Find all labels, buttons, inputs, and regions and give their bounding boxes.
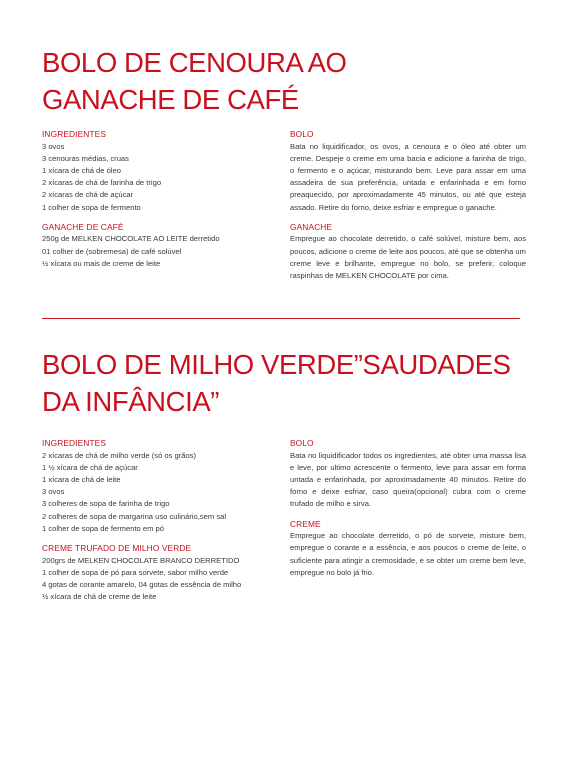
title-line: GANACHE DE CAFÉ xyxy=(42,84,299,115)
method-heading: GANACHE xyxy=(290,221,333,232)
sub-ingredient-item: 1 colher de sopa de pó para sorvete, sabor milho verde xyxy=(42,567,229,577)
ingredient-item: 2 xícaras de chá de farinha de trigo xyxy=(42,178,162,188)
ingredient-item: 3 ovos xyxy=(42,487,65,497)
method-text: Bata no liquidificador, os ovos, a cenoura e o óleo até obter um creme. Despeje o creme em uma bacia e adicione a farinha de trigo, o fermento e o açúcar, misturando bem. Leve para assar em uma assadeira de sua preferência, untada e enfarinhada e em forno preaquecido, por aproximadamente 45 minutos, ou até que esteja assado. Retire do forno, deixe esfriar e empregue o ganache. xyxy=(290,141,526,212)
method-heading: BOLO xyxy=(290,129,314,139)
recipe-title xyxy=(42,44,526,118)
ingredient-item: 3 cenouras médias, cruas xyxy=(42,153,129,163)
sub-ingredient-item: 01 colher de (sobremesa) de café solúvel xyxy=(42,246,182,256)
title-line: BOLO DE MILHO VERDE”SAUDADES xyxy=(42,349,511,380)
ingredients-heading: INGREDIENTES xyxy=(42,438,107,448)
ingredient-item: 1 ½ xícara de chá de açúcar xyxy=(42,462,138,472)
method-text: Empregue ao chocolate derretido, o pó de sorvete, misture bem, empregue o corante e a essência, e aos poucos o creme de leite, o suficiente para atingir a cremosidade, e se obter um creme bem leve, empregue no bolo já frio. xyxy=(290,531,526,577)
ingredients-heading: INGREDIENTES xyxy=(42,129,107,139)
sub-ingredient-item: ½ xícara de chá de creme de leite xyxy=(42,592,157,602)
ingredient-item: 1 colher de sopa de fermento em pó xyxy=(42,523,164,533)
section-divider xyxy=(42,318,520,319)
ingredient-item: 1 colher de sopa de fermento xyxy=(42,202,141,212)
ingredient-item: 3 ovos xyxy=(42,141,65,151)
method-column xyxy=(290,129,526,282)
sub-ingredient-item: 4 gotas de corante amarelo, 04 gotas de essência de milho xyxy=(42,580,242,590)
ingredient-item: 2 xícaras de chá de açúcar xyxy=(42,190,134,200)
recipe-title xyxy=(42,346,526,420)
sub-ingredients-heading: CREME TRUFADO DE MILHO VERDE xyxy=(42,543,192,554)
title-line: BOLO DE CENOURA AO xyxy=(42,47,347,78)
sub-ingredients-heading: GANACHE DE CAFÉ xyxy=(42,221,124,232)
ingredient-item: 2 xícaras de chá de milho verde (só os grãos) xyxy=(42,450,197,460)
sub-ingredient-item: ½ xícara ou mais de creme de leite xyxy=(42,258,161,268)
method-text: Bata no liquidificador todos os ingredientes, até obter uma massa lisa e leve, por ultimo acrescente o fermento, leve para assar em forma untada e enfarinhada, por aproximadamente 40 minutos. Retire do forno e deixe esfriar, caso queira(opcional) cubra com o creme trufado de milho e sirva. xyxy=(290,450,526,509)
method-heading: BOLO xyxy=(290,438,314,448)
method-text: Empregue ao chocolate derretido, o café solúvel, misture bem, aos poucos, adicione o creme de leite aos poucos, até que se obtenha um creme leve e brilhante, empregue no bolo, se preferir, coloque raspinhas de MELKEN CHOCOLATE por cima. xyxy=(290,234,526,281)
ingredient-item: 1 xícara de chá de leite xyxy=(42,475,121,484)
ingredients-column xyxy=(42,438,274,603)
ingredient-item: 2 colheres de sopa de margarina uso culinário,sem sal xyxy=(42,511,227,521)
ingredient-item: 1 xícara de chá de óleo xyxy=(42,166,121,175)
sub-ingredient-item: 250g de MELKEN CHOCOLATE AO LEITE derretido xyxy=(42,234,220,244)
recipe-cenoura xyxy=(42,44,526,281)
method-heading: CREME xyxy=(290,518,321,529)
sub-ingredient-item: 200grs de MELKEN CHOCOLATE BRANCO DERRETIDO xyxy=(42,555,240,565)
ingredients-column xyxy=(42,129,274,270)
title-line: DA INFÂNCIA” xyxy=(42,386,220,417)
ingredient-item: 3 colheres de sopa de farinha de trigo xyxy=(42,499,170,509)
method-column xyxy=(290,438,526,579)
recipe-milho-verde xyxy=(42,346,526,602)
